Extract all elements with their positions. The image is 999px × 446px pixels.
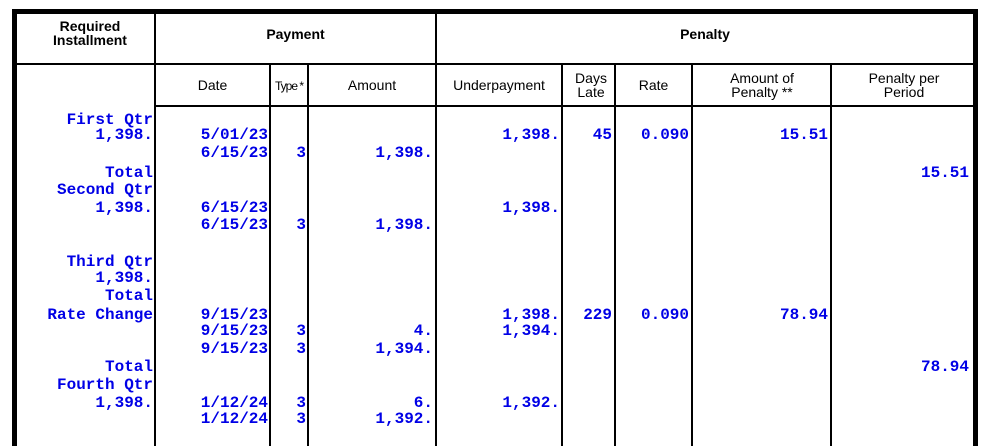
installment-label: Second Qtr xyxy=(56,181,153,199)
payment-type: 3 xyxy=(296,322,306,340)
col-divider-days xyxy=(614,64,616,446)
installment-amount: 1,398. xyxy=(95,126,153,144)
payment-date: 9/15/23 xyxy=(200,340,268,358)
payment-amount: 1,398. xyxy=(375,216,433,234)
underpayment-value: 1,392. xyxy=(502,394,560,412)
col-divider-date xyxy=(269,64,271,446)
payment-date: 6/15/23 xyxy=(200,216,268,234)
installment-label: First Qtr xyxy=(66,111,153,129)
penalty-amount-value: 15.51 xyxy=(779,126,828,144)
payment-type: 3 xyxy=(296,394,306,412)
header-date: Date xyxy=(197,77,228,93)
installment-amount: 1,398. xyxy=(95,269,153,287)
penalty-amount-value: 78.94 xyxy=(779,306,828,324)
payment-amount: 1,394. xyxy=(375,340,433,358)
payment-date: 6/15/23 xyxy=(200,199,268,217)
rate-value: 0.090 xyxy=(640,126,689,144)
payment-type: 3 xyxy=(296,340,306,358)
penalty-per-period-value: 78.94 xyxy=(920,358,969,376)
rate-value: 0.090 xyxy=(640,306,689,324)
payment-type: 3 xyxy=(296,144,306,162)
header-divider-top xyxy=(12,63,978,65)
underpayment-value: 1,394. xyxy=(502,322,560,340)
underpayment-value: 1,398. xyxy=(502,199,560,217)
payment-date: 9/15/23 xyxy=(200,306,268,324)
table-left-border xyxy=(12,9,17,446)
payment-type: 3 xyxy=(296,410,306,428)
installment-label: Third Qtr xyxy=(66,253,153,271)
installment-amount: 1,398. xyxy=(95,394,153,412)
installment-total: Total xyxy=(104,358,153,376)
underpayment-value: 1,398. xyxy=(502,306,560,324)
payment-amount: 1,392. xyxy=(375,410,433,428)
installment-total: Total xyxy=(104,164,153,182)
header-payment: Payment xyxy=(266,26,325,42)
payment-date: 5/01/23 xyxy=(200,126,268,144)
underpayment-value: 1,398. xyxy=(502,126,560,144)
col-divider-underpayment xyxy=(561,64,563,446)
payment-type: 3 xyxy=(296,216,306,234)
installment-amount: 1,398. xyxy=(95,199,153,217)
table-top-border xyxy=(12,9,978,14)
installment-label: Fourth Qtr xyxy=(56,376,153,394)
header-penalty-per-period: Penalty per Period xyxy=(868,70,940,100)
header-required-installment: Required Installment xyxy=(53,18,127,48)
header-penalty: Penalty xyxy=(680,26,730,42)
payment-date: 1/12/24 xyxy=(200,394,268,412)
header-rate: Rate xyxy=(638,77,669,93)
days-late-value: 45 xyxy=(592,126,612,144)
payment-date: 9/15/23 xyxy=(200,322,268,340)
col-divider-type xyxy=(307,64,309,446)
payment-amount: 6. xyxy=(413,394,433,412)
installment-rate-change: Rate Change xyxy=(47,306,153,324)
payment-amount: 1,398. xyxy=(375,144,433,162)
payment-date: 6/15/23 xyxy=(200,144,268,162)
col-divider-amount-penalty xyxy=(830,64,832,446)
payment-date: 1/12/24 xyxy=(200,410,268,428)
installment-total: Total xyxy=(104,287,153,305)
days-late-value: 229 xyxy=(583,306,612,324)
header-type: Type * xyxy=(274,79,304,93)
penalty-per-period-value: 15.51 xyxy=(920,164,969,182)
header-amount: Amount xyxy=(347,77,397,93)
col-divider-rate xyxy=(691,64,693,446)
header-divider-bottom xyxy=(155,105,978,107)
header-days-late: Days Late xyxy=(575,70,607,100)
payment-amount: 4. xyxy=(413,322,433,340)
header-amount-of-penalty: Amount of Penalty ** xyxy=(730,70,794,100)
table-right-border xyxy=(973,9,978,446)
header-underpayment: Underpayment xyxy=(453,77,545,93)
